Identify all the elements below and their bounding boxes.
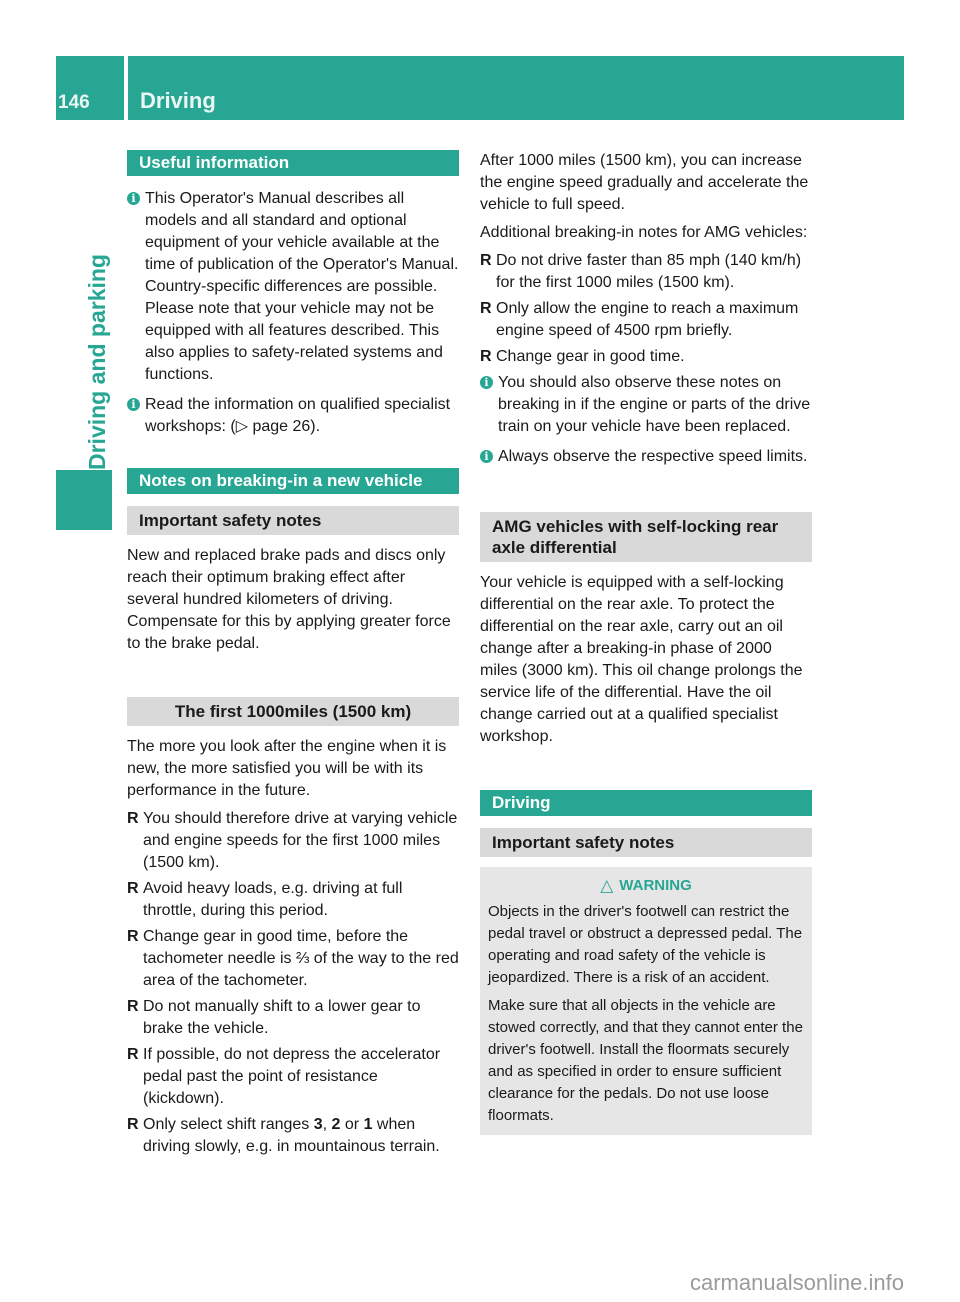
info-icon: i bbox=[480, 376, 493, 389]
info-note bbox=[480, 446, 812, 468]
heading-driving: Driving bbox=[480, 790, 812, 816]
info-note bbox=[127, 188, 459, 386]
section-tab-label: Driving and parking bbox=[84, 254, 110, 470]
first-miles-list bbox=[127, 808, 459, 1158]
info-text: This Operator's Manual describes all models and all standard and optional equipment of your vehicle available at the time of publication of the Operator's Manual. Country-specific differences are possible. Please note that your vehicle may not be equipped with all features described. This also applies to safety-related systems and functions. bbox=[145, 190, 459, 383]
page-title: Driving bbox=[140, 88, 216, 113]
list-item: R Change gear in good time. bbox=[480, 348, 685, 365]
heading-useful-information: Useful information bbox=[127, 150, 459, 176]
left-column bbox=[127, 150, 459, 1162]
info-icon: i bbox=[480, 450, 493, 463]
section-tab-block bbox=[56, 470, 112, 530]
list-item: R You should therefore drive at varying vehicle and engine speeds for the first 1000 miles (1500 km). bbox=[127, 810, 458, 871]
subheading-safety-notes: Important safety notes bbox=[480, 828, 812, 857]
heading-breaking-in: Notes on breaking-in a new vehicle bbox=[127, 468, 459, 494]
list-item: R Avoid heavy loads, e.g. driving at full throttle, during this period. bbox=[127, 880, 403, 919]
heading-first-miles: The first 1000miles (1500 km) bbox=[127, 697, 459, 726]
info-text: Read the information on qualified specialist workshops: (▷ page 26). bbox=[145, 396, 451, 435]
breaking-in-paragraph: New and replaced brake pads and discs only reach their optimum braking effect after several hundred kilometers of driving. Compensate for this by applying greater force to the brake pedal. bbox=[127, 547, 451, 652]
warning-box bbox=[480, 867, 812, 1135]
watermark: carmanualsonline.info bbox=[689, 1270, 904, 1295]
header-divider bbox=[124, 56, 128, 120]
info-note bbox=[127, 394, 459, 438]
list-item: R Change gear in good time, before the tachometer needle is ⅔ of the way to the red area of the tachometer. bbox=[127, 928, 459, 989]
heading-amg-differential: AMG vehicles with self-locking rear axle differential bbox=[480, 512, 812, 562]
warning-paragraph: Objects in the driver's footwell can restrict the pedal travel or obstruct a depressed pedal. The operating and road safety of the vehicle is jeopardized. There is a risk of an accident. bbox=[488, 903, 803, 986]
info-icon: i bbox=[127, 398, 140, 411]
list-item: R If possible, do not depress the accelerator pedal past the point of resistance (kickdown). bbox=[127, 1046, 441, 1107]
amg-list bbox=[480, 250, 812, 368]
subheading-safety-notes: Important safety notes bbox=[127, 506, 459, 535]
warning-paragraph: Make sure that all objects in the vehicle are stowed correctly, and that they cannot enter the driver's footwell. Install the floormats securely and as specified in order to ensure sufficient clearance for the pedals. Do not use loose floormats. bbox=[488, 997, 803, 1124]
first-miles-intro: The more you look after the engine when it is new, the more satisfied you will be with its performance in the future. bbox=[127, 738, 447, 799]
page-number: 146 bbox=[58, 92, 90, 113]
after-paragraph: After 1000 miles (1500 km), you can increase the engine speed gradually and accelerate the vehicle to full speed. bbox=[480, 152, 809, 213]
warning-header bbox=[488, 875, 804, 897]
list-item: R Do not drive faster than 85 mph (140 km/h) for the first 1000 miles (1500 km). bbox=[480, 252, 802, 291]
info-note bbox=[480, 372, 812, 438]
info-icon: i bbox=[127, 192, 140, 205]
list-item: R Do not manually shift to a lower gear to brake the vehicle. bbox=[127, 998, 421, 1037]
info-text: Always observe the respective speed limits. bbox=[498, 448, 808, 465]
amg-differential-paragraph: Your vehicle is equipped with a self-locking differential on the rear axle. To protect the differential on the rear axle, carry out an oil change after a breaking-in phase of 2000 miles (3000 km). This oil change prolongs the service life of the differential. Have the oil change carried out at a qualified specialist workshop. bbox=[480, 574, 803, 745]
info-text: You should also observe these notes on breaking in if the engine or parts of the drive train on your vehicle have been replaced. bbox=[498, 374, 811, 435]
amg-intro: Additional breaking-in notes for AMG vehicles: bbox=[480, 224, 808, 241]
warning-title: WARNING bbox=[619, 877, 692, 894]
right-column bbox=[480, 150, 812, 1135]
list-item: R Only allow the engine to reach a maximum engine speed of 4500 rpm briefly. bbox=[480, 300, 799, 339]
warning-triangle-icon: △ bbox=[600, 876, 614, 895]
list-item: R Only select shift ranges 3, 2 or 1 when driving slowly, e.g. in mountainous terrain. bbox=[127, 1116, 440, 1155]
